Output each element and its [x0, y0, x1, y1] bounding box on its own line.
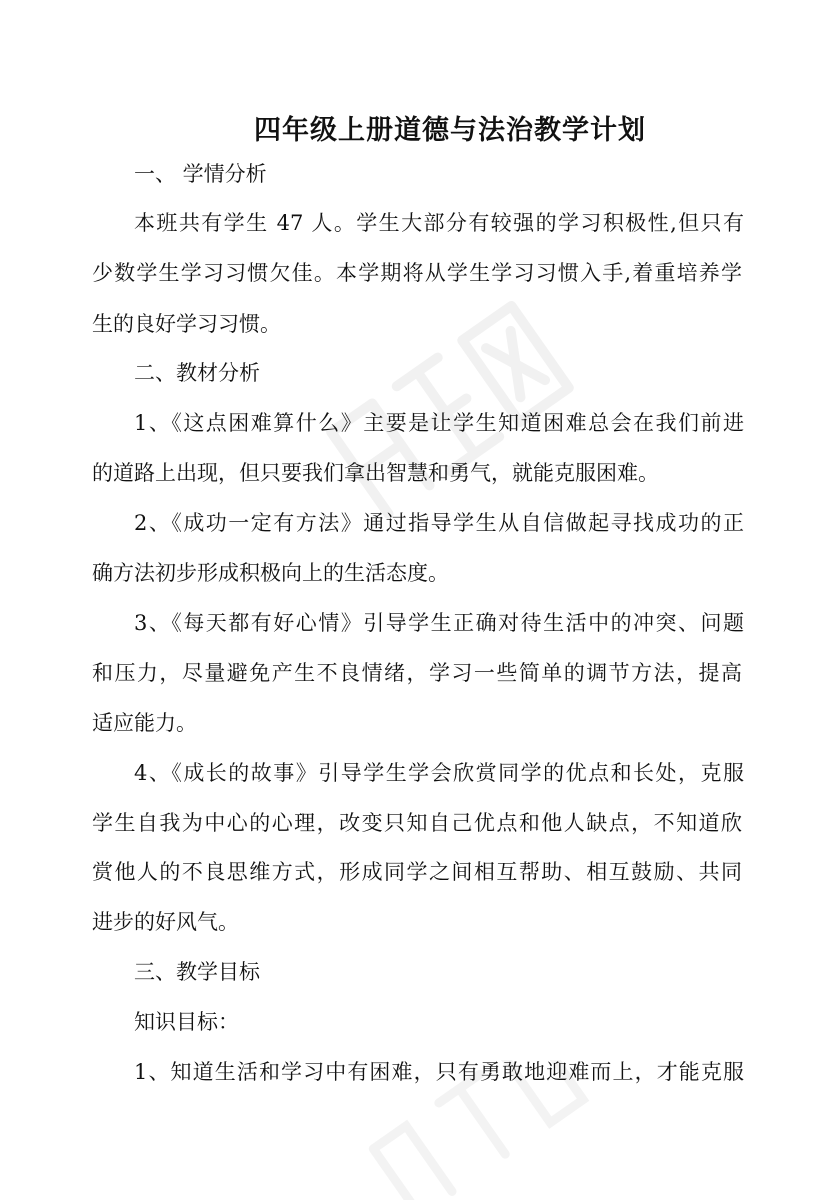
paragraph-line: 生的良好学习习惯。	[92, 312, 281, 336]
paragraph-line: 适应能力。	[92, 711, 197, 735]
paragraph-line: 2、《成功一定有方法》通过指导学生从自信做起寻找成功的正	[134, 511, 744, 535]
paragraph-line: 1、《这点困难算什么》主要是让学生知道困难总会在我们前进	[134, 411, 744, 435]
paragraph-line: 本班共有学生 47 人。学生大部分有较强的学习积极性,但只有	[134, 211, 744, 235]
paragraph-line: 学生自我为中心的心理，改变只知自己优点和他人缺点，不知道欣	[92, 811, 742, 835]
paragraph-line: 少数学生学习习惯欠佳。本学期将从学生学习习惯入手,着重培养学	[92, 261, 742, 285]
document-title: 四年级上册道德与法治教学计划	[254, 115, 646, 146]
paragraph-line: 赏他人的不良思维方式，形成同学之间相互帮助、相互鼓励、共同	[92, 860, 742, 884]
paragraph-line: 3、《每天都有好心情》引导学生正确对待生活中的冲突、问题	[134, 611, 744, 635]
paragraph-line: 确方法初步形成积极向上的生活态度。	[92, 561, 449, 585]
paragraph-line: 4、《成长的故事》引导学生学会欣赏同学的优点和长处，克服	[134, 761, 744, 785]
paragraph-line: 1、知道生活和学习中有困难，只有勇敢地迎难而上，才能克服	[134, 1060, 744, 1084]
section-heading-textbook-analysis: 二、教材分析	[134, 361, 260, 385]
subheading-knowledge-goals: 知识目标：	[134, 1010, 239, 1034]
paragraph-line: 进步的好风气。	[92, 910, 239, 934]
paragraph-line: 和压力，尽量避免产生不良情绪，学习一些简单的调节方法，提高	[92, 661, 742, 685]
section-heading-student-analysis: 一、 学情分析	[134, 162, 267, 186]
paragraph-line: 的道路上出现，但只要我们拿出智慧和勇气，就能克服困难。	[92, 461, 659, 485]
section-heading-teaching-goals: 三、教学目标	[134, 960, 260, 984]
